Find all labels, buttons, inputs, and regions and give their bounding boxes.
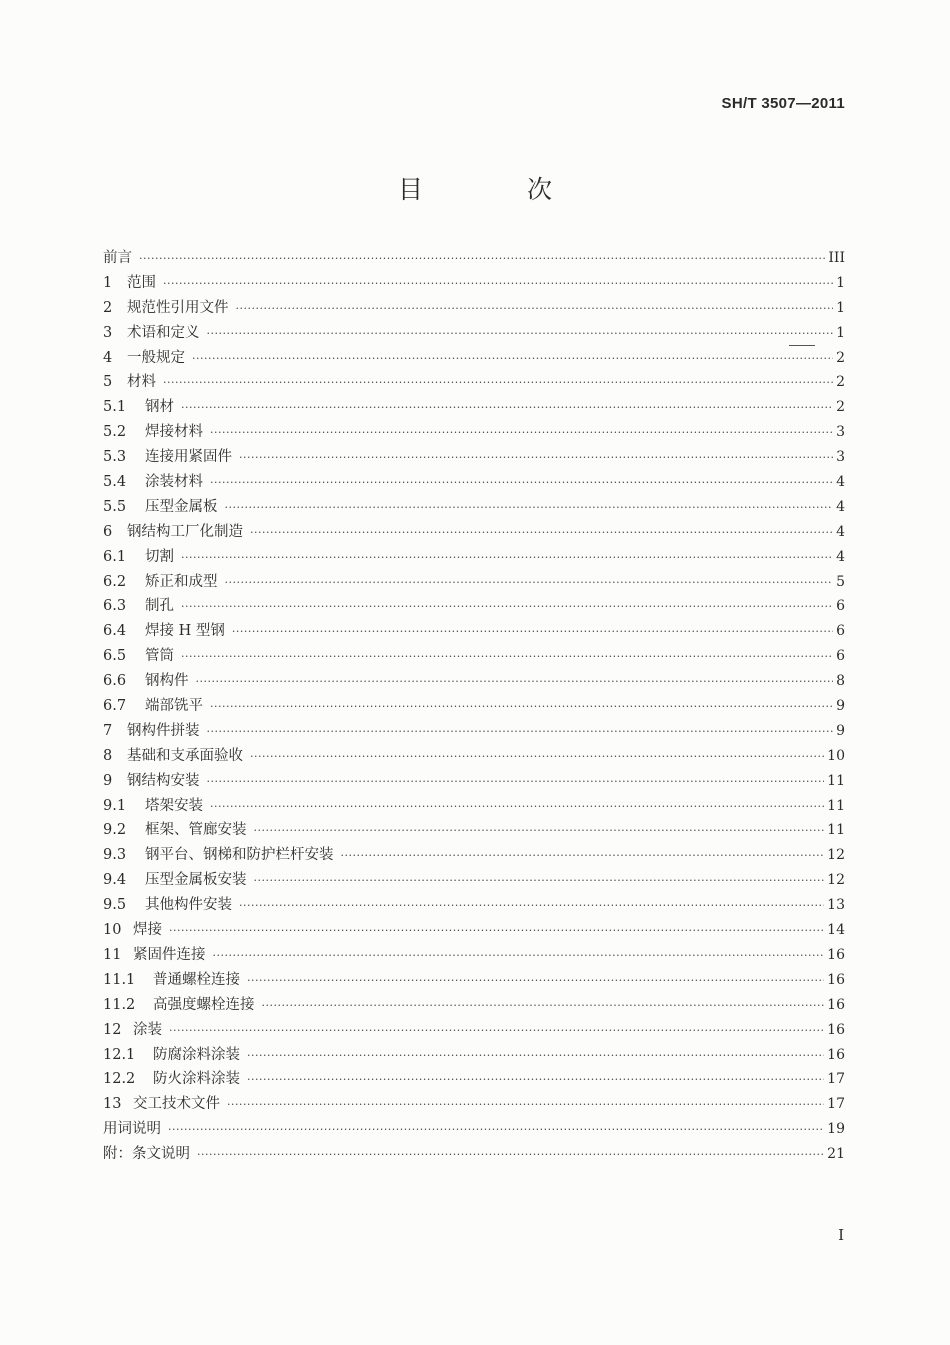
dot-leader <box>197 1142 824 1168</box>
toc-entry-number: 7 <box>103 722 113 739</box>
dot-leader <box>181 644 833 670</box>
dot-leader <box>163 271 833 297</box>
toc-entry-title: 管筒 <box>145 648 174 665</box>
toc-entry-number: 10 <box>103 922 122 939</box>
toc-entry-page: 17 <box>827 1071 845 1088</box>
toc-entry[interactable] <box>103 1142 845 1167</box>
toc-entry-page: 6 <box>836 598 845 615</box>
toc-entry-number: 6.7 <box>103 698 127 715</box>
toc-entry-page: 6 <box>836 648 845 665</box>
dot-leader <box>207 769 825 795</box>
toc-entry-number: 11 <box>103 946 122 963</box>
toc-entry-title: 连接用紧固件 <box>145 449 232 466</box>
toc-entry-title: 交工技术文件 <box>133 1096 220 1113</box>
standard-code: SH/T 3507—2011 <box>721 95 845 112</box>
toc-entry[interactable] <box>103 818 845 843</box>
toc-entry-title: 制孔 <box>145 598 174 615</box>
dot-leader <box>262 993 825 1019</box>
toc-entry[interactable] <box>103 296 845 321</box>
dot-leader <box>210 420 833 446</box>
toc-entry-page: 16 <box>827 996 845 1013</box>
toc-entry-page: 16 <box>827 1021 845 1038</box>
toc-entry[interactable] <box>103 271 845 296</box>
toc-entry-page: 4 <box>836 498 845 515</box>
toc-entry-page: 16 <box>827 971 845 988</box>
toc-entry-page: 2 <box>836 399 845 416</box>
toc-entry-number: 6.2 <box>103 573 127 590</box>
toc-entry-title: 压型金属板安装 <box>145 872 247 889</box>
toc-entry-title: 钢结构安装 <box>127 772 200 789</box>
toc-entry-page: 16 <box>827 1046 845 1063</box>
toc-entry[interactable] <box>103 570 845 595</box>
dot-leader <box>341 843 825 869</box>
toc-entry-number: 11.2 <box>103 996 136 1013</box>
toc-entry-number: 5.5 <box>103 498 127 515</box>
toc-entry-number: 12.2 <box>103 1071 136 1088</box>
toc-entry[interactable] <box>103 1018 845 1043</box>
dot-leader <box>236 296 834 322</box>
toc-entry-number: 6.1 <box>103 548 127 565</box>
dot-leader <box>196 669 834 695</box>
toc-entry-title: 紧固件连接 <box>133 946 206 963</box>
toc-entry-number: 5.4 <box>103 474 127 491</box>
toc-entry-title: 矫正和成型 <box>145 573 218 590</box>
dot-leader <box>163 370 833 396</box>
dot-leader <box>207 719 834 745</box>
toc-entry-page: 1 <box>836 324 845 341</box>
toc-entry-page: 9 <box>836 722 845 739</box>
toc-entry-number: 6 <box>103 523 113 540</box>
toc-entry[interactable] <box>103 619 845 644</box>
toc-entry-title: 焊接 <box>133 922 162 939</box>
table-of-contents <box>103 246 845 1167</box>
dot-leader <box>169 1018 824 1044</box>
toc-entry-title: 钢结构工厂化制造 <box>127 523 243 540</box>
toc-entry[interactable] <box>103 594 845 619</box>
toc-entry[interactable] <box>103 794 845 819</box>
toc-entry-page: 9 <box>836 698 845 715</box>
toc-entry-number: 1 <box>103 274 113 291</box>
toc-entry-title: 端部铣平 <box>145 698 203 715</box>
toc-entry-page: 16 <box>827 946 845 963</box>
toc-entry-number: 2 <box>103 299 113 316</box>
dot-leader <box>227 1092 824 1118</box>
toc-entry-number: 6.5 <box>103 648 127 665</box>
dot-leader <box>181 395 833 421</box>
toc-entry-title: 前言 <box>103 250 132 266</box>
toc-entry[interactable] <box>103 669 845 694</box>
toc-entry-page: III <box>828 250 845 266</box>
toc-entry-title: 框架、管廊安装 <box>145 822 247 839</box>
toc-entry[interactable] <box>103 470 845 495</box>
toc-entry[interactable] <box>103 719 845 744</box>
toc-entry-title: 钢构件拼装 <box>127 722 200 739</box>
toc-entry[interactable] <box>103 968 845 993</box>
toc-entry-number: 6.3 <box>103 598 127 615</box>
dot-leader <box>250 744 824 770</box>
dot-leader <box>247 1067 824 1093</box>
toc-entry-page: 12 <box>827 847 845 864</box>
dot-leader <box>247 968 824 994</box>
toc-entry-title: 其他构件安装 <box>145 897 232 914</box>
toc-entry-number: 9.3 <box>103 847 127 864</box>
toc-entry-title: 高强度螺栓连接 <box>153 996 255 1013</box>
dot-leader <box>254 818 825 844</box>
toc-entry[interactable] <box>103 918 845 943</box>
toc-entry-title: 材料 <box>127 374 156 391</box>
toc-entry-title: 防火涂料涂装 <box>153 1071 240 1088</box>
toc-entry-number: 12.1 <box>103 1046 136 1063</box>
toc-entry-page: 3 <box>836 424 845 441</box>
toc-entry-title: 附：条文说明 <box>103 1146 190 1163</box>
toc-entry-number: 5.3 <box>103 449 127 466</box>
toc-entry[interactable] <box>103 520 845 545</box>
toc-entry-page: 17 <box>827 1096 845 1113</box>
toc-entry[interactable] <box>103 1043 845 1068</box>
dot-leader <box>239 893 824 919</box>
toc-entry[interactable] <box>103 993 845 1018</box>
toc-entry-title: 一般规定 <box>127 349 185 366</box>
toc-entry[interactable] <box>103 868 845 893</box>
toc-entry[interactable] <box>103 495 845 520</box>
toc-entry-number: 5 <box>103 374 113 391</box>
toc-entry[interactable] <box>103 246 845 271</box>
toc-entry[interactable] <box>103 893 845 918</box>
toc-entry-title: 用词说明 <box>103 1121 161 1138</box>
toc-entry-number: 6.6 <box>103 673 127 690</box>
toc-entry-number: 6.4 <box>103 623 127 640</box>
toc-entry[interactable] <box>103 370 845 395</box>
toc-entry-number: 5.1 <box>103 399 127 416</box>
dot-leader <box>169 918 824 944</box>
toc-entry-page: 5 <box>836 573 845 590</box>
toc-entry-page: 19 <box>827 1121 845 1138</box>
toc-entry-title: 涂装材料 <box>145 474 203 491</box>
dot-leader <box>247 1043 824 1069</box>
toc-entry-page: 3 <box>836 449 845 466</box>
dot-leader <box>225 570 834 596</box>
dot-leader <box>181 594 833 620</box>
toc-entry[interactable] <box>103 744 845 769</box>
toc-entry-number: 13 <box>103 1096 122 1113</box>
toc-entry-number: 11.1 <box>103 971 136 988</box>
toc-entry-page: 6 <box>836 623 845 640</box>
toc-entry-number: 5.2 <box>103 424 127 441</box>
toc-entry[interactable] <box>103 843 845 868</box>
dot-leader <box>192 346 833 372</box>
toc-entry-title: 钢平台、钢梯和防护栏杆安装 <box>145 847 334 864</box>
dot-leader <box>232 619 833 645</box>
toc-entry-number: 8 <box>103 747 113 764</box>
toc-entry-title: 焊接材料 <box>145 424 203 441</box>
toc-entry-page: 2 <box>836 374 845 391</box>
toc-entry-number: 4 <box>103 349 113 366</box>
dot-leader <box>213 943 825 969</box>
toc-entry[interactable] <box>103 694 845 719</box>
toc-entry-number: 9 <box>103 772 113 789</box>
toc-entry-page: 1 <box>836 274 845 291</box>
toc-entry-page: 12 <box>827 872 845 889</box>
toc-entry[interactable] <box>103 769 845 794</box>
toc-entry[interactable] <box>103 1067 845 1092</box>
toc-entry[interactable] <box>103 644 845 669</box>
toc-entry[interactable] <box>103 1092 845 1117</box>
toc-entry-title: 钢构件 <box>145 673 189 690</box>
toc-entry-page: 14 <box>827 922 845 939</box>
toc-entry-page: 13 <box>827 897 845 914</box>
dot-leader <box>210 794 824 820</box>
toc-entry-title: 涂装 <box>133 1021 162 1038</box>
toc-entry-number: 12 <box>103 1021 122 1038</box>
dot-leader <box>239 445 833 471</box>
dot-leader <box>210 470 833 496</box>
toc-entry-title: 切割 <box>145 548 174 565</box>
page-number: I <box>838 1226 844 1244</box>
toc-entry-number: 9.4 <box>103 872 127 889</box>
toc-entry-title: 塔架安装 <box>145 797 203 814</box>
toc-entry-number: 9.2 <box>103 822 127 839</box>
toc-entry-title: 术语和定义 <box>127 324 200 341</box>
toc-entry-title: 压型金属板 <box>145 498 218 515</box>
toc-entry-page: 11 <box>827 822 845 839</box>
dot-leader <box>225 495 834 521</box>
toc-entry[interactable] <box>103 420 845 445</box>
toc-entry[interactable] <box>103 943 845 968</box>
dot-leader <box>254 868 825 894</box>
toc-entry-title: 焊接 H 型钢 <box>145 623 225 640</box>
toc-entry[interactable] <box>103 1117 845 1142</box>
toc-entry-page: 4 <box>836 523 845 540</box>
toc-entry-page: 11 <box>827 797 845 814</box>
dot-leader <box>207 321 834 347</box>
toc-entry-page: 10 <box>827 747 845 764</box>
toc-entry-title: 基础和支承面验收 <box>127 747 243 764</box>
toc-entry-title: 范围 <box>127 274 156 291</box>
toc-entry-number: 9.1 <box>103 797 127 814</box>
toc-entry-page: 2 <box>836 349 845 366</box>
toc-entry-title: 普通螺栓连接 <box>153 971 240 988</box>
dot-leader <box>210 694 833 720</box>
toc-entry[interactable] <box>103 545 845 570</box>
toc-entry-number: 3 <box>103 324 113 341</box>
dot-leader <box>250 520 833 546</box>
dot-leader <box>168 1117 824 1143</box>
toc-entry-page: 8 <box>836 673 845 690</box>
toc-entry-page: 4 <box>836 474 845 491</box>
toc-entry[interactable] <box>103 395 845 420</box>
toc-entry[interactable] <box>103 445 845 470</box>
toc-entry-number: 9.5 <box>103 897 127 914</box>
page-title: 目 次 <box>398 175 600 204</box>
dot-leader <box>139 246 825 272</box>
toc-entry-page: 1 <box>836 299 845 316</box>
toc-entry[interactable] <box>103 321 845 346</box>
toc-entry-page: 21 <box>827 1146 845 1163</box>
dot-leader <box>181 545 833 571</box>
toc-entry-page: 4 <box>836 548 845 565</box>
toc-entry-title: 钢材 <box>145 399 174 416</box>
toc-entry-title: 防腐涂料涂装 <box>153 1046 240 1063</box>
toc-entry[interactable] <box>103 346 845 371</box>
toc-entry-page: 11 <box>827 772 845 789</box>
toc-entry-title: 规范性引用文件 <box>127 299 229 316</box>
